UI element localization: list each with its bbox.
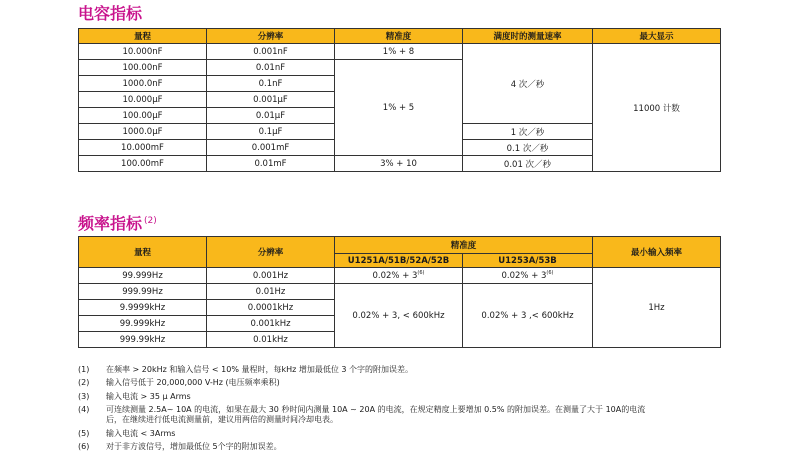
- footnote: [78, 405, 768, 425]
- range-cell: 1000.0μF: [79, 124, 207, 140]
- max-display-cell: 11000 计数: [593, 44, 721, 172]
- header-max-display: 最大显示: [593, 29, 721, 44]
- footnote-number: (5): [78, 428, 90, 438]
- capacitance-spec-table: [78, 28, 721, 172]
- range-cell: 9.9999kHz: [79, 300, 207, 316]
- resolution-cell: 0.01nF: [207, 60, 335, 76]
- table-row: [79, 44, 721, 60]
- accuracy-cell: 1% + 5: [335, 60, 463, 156]
- accuracy-cell-u1253: [463, 268, 593, 284]
- accuracy-cell-u1251: 0.02% + 3, < 600kHz: [335, 284, 463, 348]
- resolution-cell: 0.001mF: [207, 140, 335, 156]
- resolution-cell: 0.001Hz: [207, 268, 335, 284]
- min-input-cell: 1Hz: [593, 268, 721, 348]
- rate-cell: 4 次／秒: [463, 44, 593, 124]
- footnote-number: (1): [78, 365, 90, 374]
- accuracy-value: 0.02% + 3: [501, 271, 547, 281]
- footnote-text-continued: 后，在继续进行低电流测量前，建议用两倍的测量时间冷却电表。: [106, 415, 338, 425]
- resolution-cell: 0.001nF: [207, 44, 335, 60]
- header-rate: 满度时的测量速率: [463, 29, 593, 44]
- header-min-input: 最小输入频率: [593, 237, 721, 268]
- frequency-title-text: 频率指标: [78, 214, 143, 233]
- resolution-cell: 0.01μF: [207, 108, 335, 124]
- frequency-title: [78, 212, 157, 233]
- frequency-spec-table: [78, 236, 721, 348]
- capacitance-title: 电容指标: [78, 4, 143, 23]
- footnote-text: 可连续测量 2.5A~ 10A 的电流，如果在最大 30 秒时间内测量 10A ~ 20A 的电流，在规定精度上要增加 0.5% 的附加误差。在测量了大于 10A的电流: [106, 405, 646, 415]
- frequency-title-footnote: (2): [144, 216, 157, 226]
- resolution-cell: 0.001μF: [207, 92, 335, 108]
- footnote: [78, 429, 768, 439]
- range-cell: 100.00mF: [79, 156, 207, 172]
- header-resolution: 分辨率: [207, 237, 335, 268]
- resolution-cell: 0.001kHz: [207, 316, 335, 332]
- footnote: [78, 442, 768, 452]
- header-range: 量程: [79, 29, 207, 44]
- footnotes: [78, 365, 768, 455]
- range-cell: 10.000μF: [79, 92, 207, 108]
- range-cell: 100.00nF: [79, 60, 207, 76]
- range-cell: 999.99Hz: [79, 284, 207, 300]
- range-cell: 10.000nF: [79, 44, 207, 60]
- resolution-cell: 0.1nF: [207, 76, 335, 92]
- resolution-cell: 0.01Hz: [207, 284, 335, 300]
- header-resolution: 分辨率: [207, 29, 335, 44]
- footnote-number: (4): [78, 405, 90, 415]
- accuracy-cell: 3% + 10: [335, 156, 463, 172]
- footnote-text: 在频率 > 20kHz 和输入信号 < 10% 量程时，每kHz 增加最低位 3 个字的附加误差。: [106, 365, 414, 374]
- range-cell: 10.000mF: [79, 140, 207, 156]
- footnote-number: (6): [78, 441, 90, 451]
- accuracy-cell-u1253: 0.02% + 3 ,< 600kHz: [463, 284, 593, 348]
- footnote: [78, 365, 768, 375]
- range-cell: 1000.0nF: [79, 76, 207, 92]
- footnote-ref: (6): [546, 270, 554, 276]
- header-model-u1253: U1253A/53B: [463, 254, 593, 268]
- footnote-text: 输入电流 > 35 μ Arms: [106, 391, 191, 401]
- table-header-row: [79, 237, 721, 254]
- accuracy-cell-u1251: [335, 268, 463, 284]
- table-row: [79, 268, 721, 284]
- footnote-text: 对于非方波信号，增加最低位 5个字的附加误差。: [106, 441, 282, 451]
- rate-cell: 0.01 次／秒: [463, 156, 593, 172]
- footnote: [78, 392, 768, 402]
- footnote-ref: (6): [417, 270, 425, 276]
- header-accuracy: 精准度: [335, 237, 593, 254]
- range-cell: 99.999kHz: [79, 316, 207, 332]
- header-range: 量程: [79, 237, 207, 268]
- resolution-cell: 0.0001kHz: [207, 300, 335, 316]
- footnote: [78, 378, 768, 388]
- resolution-cell: 0.1μF: [207, 124, 335, 140]
- range-cell: 100.00μF: [79, 108, 207, 124]
- footnote-text: 输入电流 < 3Arms: [106, 428, 176, 438]
- resolution-cell: 0.01mF: [207, 156, 335, 172]
- footnote-number: (3): [78, 391, 90, 401]
- accuracy-value: 0.02% + 3: [372, 271, 418, 281]
- range-cell: 99.999Hz: [79, 268, 207, 284]
- rate-cell: 0.1 次／秒: [463, 140, 593, 156]
- resolution-cell: 0.01kHz: [207, 332, 335, 348]
- table-header-row: [79, 29, 721, 44]
- accuracy-cell: 1% + 8: [335, 44, 463, 60]
- range-cell: 999.99kHz: [79, 332, 207, 348]
- footnote-number: (2): [78, 378, 90, 388]
- header-accuracy: 精准度: [335, 29, 463, 44]
- rate-cell: 1 次／秒: [463, 124, 593, 140]
- footnote-text: 输入信号低于 20,000,000 V-Hz (电压频率乘积): [106, 378, 280, 388]
- header-model-u1251: U1251A/51B/52A/52B: [335, 254, 463, 268]
